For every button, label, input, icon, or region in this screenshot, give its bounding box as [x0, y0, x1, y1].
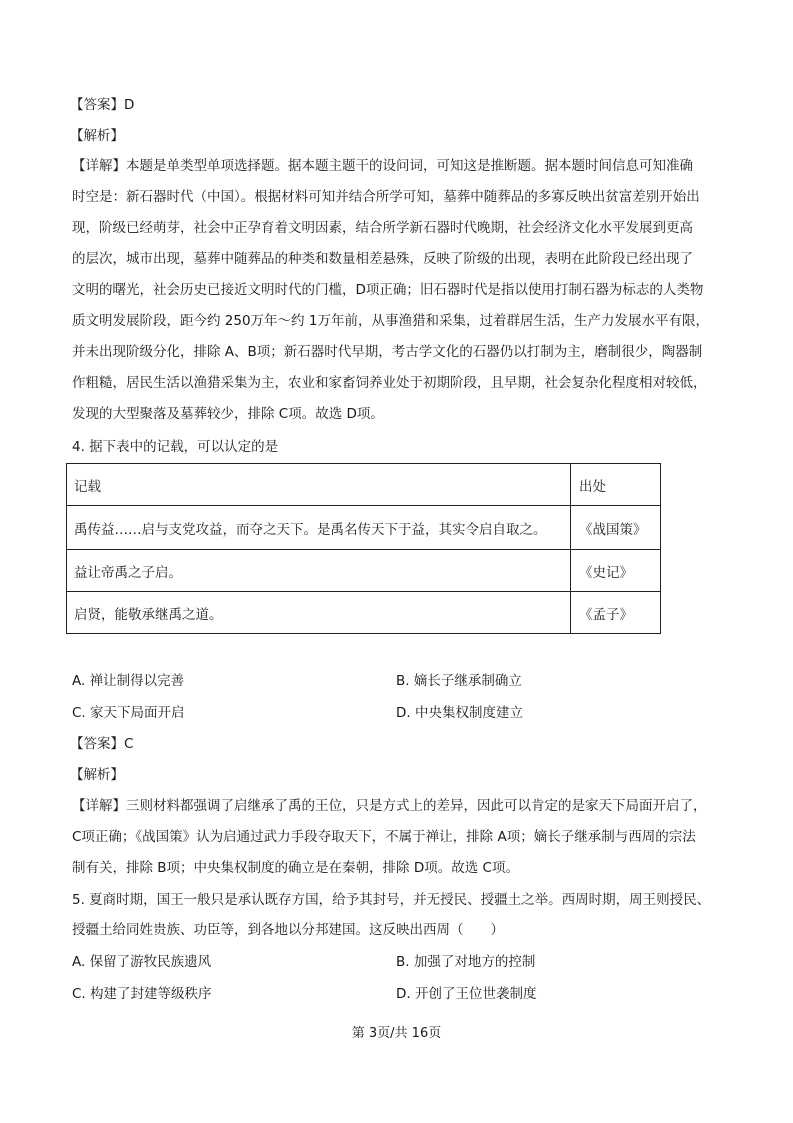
q4-option-b: B. 嫡长子继承制确立 [396, 673, 522, 689]
table-header-row [67, 464, 661, 506]
answer-label-q4: 【答案】C [70, 736, 134, 752]
q3-detail-line: 发现的大型聚落及墓葬较少，排除 C项。故选 D项。 [72, 406, 384, 422]
analysis-label-q4: 【解析】 [70, 767, 124, 783]
q4-option-c: C. 家天下局面开启 [72, 705, 185, 721]
q4-detail-line: 制有关，排除 B项；中央集权制度的确立是在秦朝，排除 D项。故选 C项。 [72, 860, 519, 876]
q5-option-d: D. 开创了王位世袭制度 [396, 986, 537, 1002]
answer-label-q3: 【答案】D [70, 97, 135, 113]
q4-detail-line: 【详解】三则材料都强调了启继承了禹的王位，只是方式上的差异，因此可以肯定的是家天下局面开启了， [72, 798, 707, 814]
table-header-record: 记载 [67, 464, 571, 506]
q3-detail-line: 文明的曙光，社会历史已接近文明时代的门槛，D项正确；旧石器时代是指以使用打制石器为标志的人类物 [72, 282, 704, 298]
analysis-label-q3: 【解析】 [70, 128, 124, 144]
q3-detail-line: 的层次，城市出现，墓葬中随葬品的种类和数量相差悬殊，反映了阶级的出现，表明在此阶段已经出现了 [72, 251, 693, 267]
q4-option-a: A. 禅让制得以完善 [72, 673, 185, 689]
q3-detail-line: 时空是：新石器时代（中国）。根据材料可知并结合所学可知，墓葬中随葬品的多寡反映出贫富差别开始出 [72, 189, 700, 205]
q3-detail-line: 作粗糙，居民生活以渔猎采集为主，农业和家畜饲养业处于初期阶段，且早期，社会复杂化程度相对较低， [72, 375, 707, 391]
table-cell-source: 《战国策》 [571, 506, 661, 550]
table-cell-record: 益让帝禹之子启。 [67, 550, 571, 592]
table-row [67, 592, 661, 634]
q3-detail-line: 现，阶级已经萌芽，社会中正孕育着文明因素，结合所学新石器时代晚期，社会经济文化水平发展到更高 [72, 220, 693, 236]
q4-detail-line: C项正确；《战国策》认为启通过武力手段夺取天下，不属于禅让，排除 A项；嫡长子继承制与西周的宗法 [72, 829, 696, 845]
q5-option-b: B. 加强了对地方的控制 [396, 954, 536, 970]
question-5-stem-line: 5. 夏商时期，国王一般只是承认既存方国，给予其封号，并无授民、授疆土之举。西周时期，周王则授民、 [72, 892, 711, 908]
question-4-stem: 4. 据下表中的记载，可以认定的是 [72, 439, 279, 455]
table-cell-source: 《史记》 [571, 550, 661, 592]
q3-detail-line: 【详解】本题是单类型单项选择题。据本题主题干的设问词，可知这是推断题。据本题时间信息可知准确 [72, 158, 693, 174]
table-row [67, 506, 661, 550]
q5-option-c: C. 构建了封建等级秩序 [72, 986, 212, 1002]
q3-detail-line: 并未出现阶级分化，排除 A、B项；新石器时代早期，考古学文化的石器仍以打制为主，磨制很少，陶器制 [72, 344, 703, 360]
q5-option-a: A. 保留了游牧民族遗风 [72, 954, 212, 970]
table-cell-source: 《孟子》 [571, 592, 661, 634]
table-cell-record: 启贤，能敬承继禹之道。 [67, 592, 571, 634]
table-cell-record: 禹传益……启与支党攻益，而夺之天下。是禹名传天下于益，其实令启自取之。 [67, 506, 571, 550]
table-header-source: 出处 [571, 464, 661, 506]
records-table [66, 463, 661, 634]
q4-option-d: D. 中央集权制度建立 [396, 705, 523, 721]
question-5-stem-line: 授疆土给同姓贵族、功臣等，到各地以分邦建国。这反映出西周（ ） [72, 922, 504, 938]
q3-detail-line: 质文明发展阶段，距今约 250万年～约 1万年前，从事渔猎和采集，过着群居生活，生产力发展水平有限， [72, 313, 709, 329]
table-row [67, 550, 661, 592]
page-indicator: 第 3页/共 16页 [351, 1026, 442, 1041]
